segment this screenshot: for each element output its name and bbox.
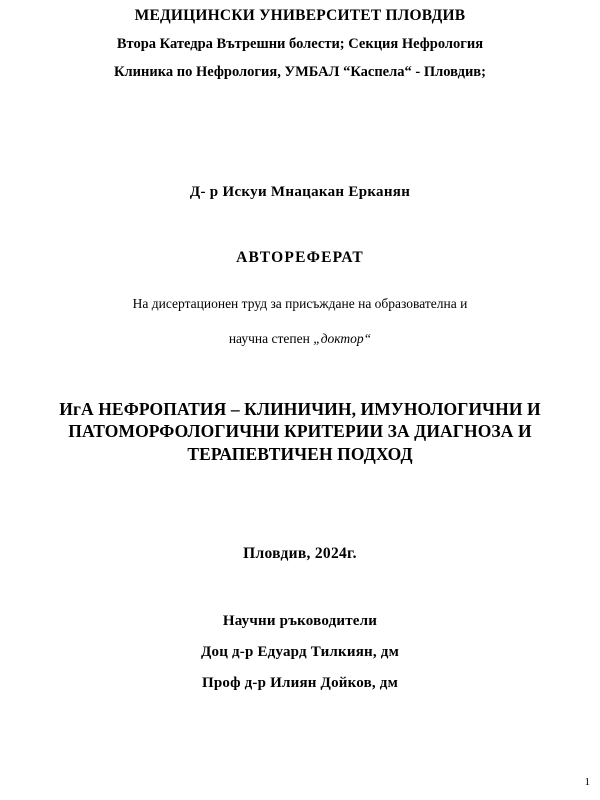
supervisors-heading: Научни ръководители <box>222 613 378 630</box>
subtitle-line-1: На дисертационен труд за присъждане на образователна и <box>132 295 468 311</box>
institution-header <box>0 0 600 84</box>
subtitle-line-2-prefix: научна степен <box>228 331 314 347</box>
subtitle-line-2-degree: „доктор“ <box>313 331 372 347</box>
page-number: 1 <box>584 776 590 788</box>
document-type: АВТОРЕФЕРАТ <box>236 248 364 266</box>
thesis-title: ИгА НЕФРОПАТИЯ – КЛИНИЧИН, ИМУНОЛОГИЧНИ И ПАТОМОРФОЛОГИЧНИ КРИТЕРИИ ЗА ДИАГНОЗА И ТЕРАПЕВТИЧЕН ПОДХОД <box>59 399 541 464</box>
supervisor-1: Доц д-р Едуард Тилкиян, дм <box>200 644 399 661</box>
supervisor-2: Проф д-р Илиян Дойков, дм <box>202 675 398 692</box>
department-name: Втора Катедра Вътрешни болести; Секция Нефрология <box>116 35 484 52</box>
author-name: Д- р Искуи Мнацакан Ерканян <box>189 183 411 200</box>
subtitle-line-2 <box>0 328 600 350</box>
clinic-name: Клиника по Нефрология, УМБАЛ “Каспела“ - Пловдив; <box>114 64 486 81</box>
place-and-date: Пловдив, 2024г. <box>243 545 357 563</box>
university-name: МЕДИЦИНСКИ УНИВЕРСИТЕТ ПЛОВДИВ <box>134 7 466 24</box>
